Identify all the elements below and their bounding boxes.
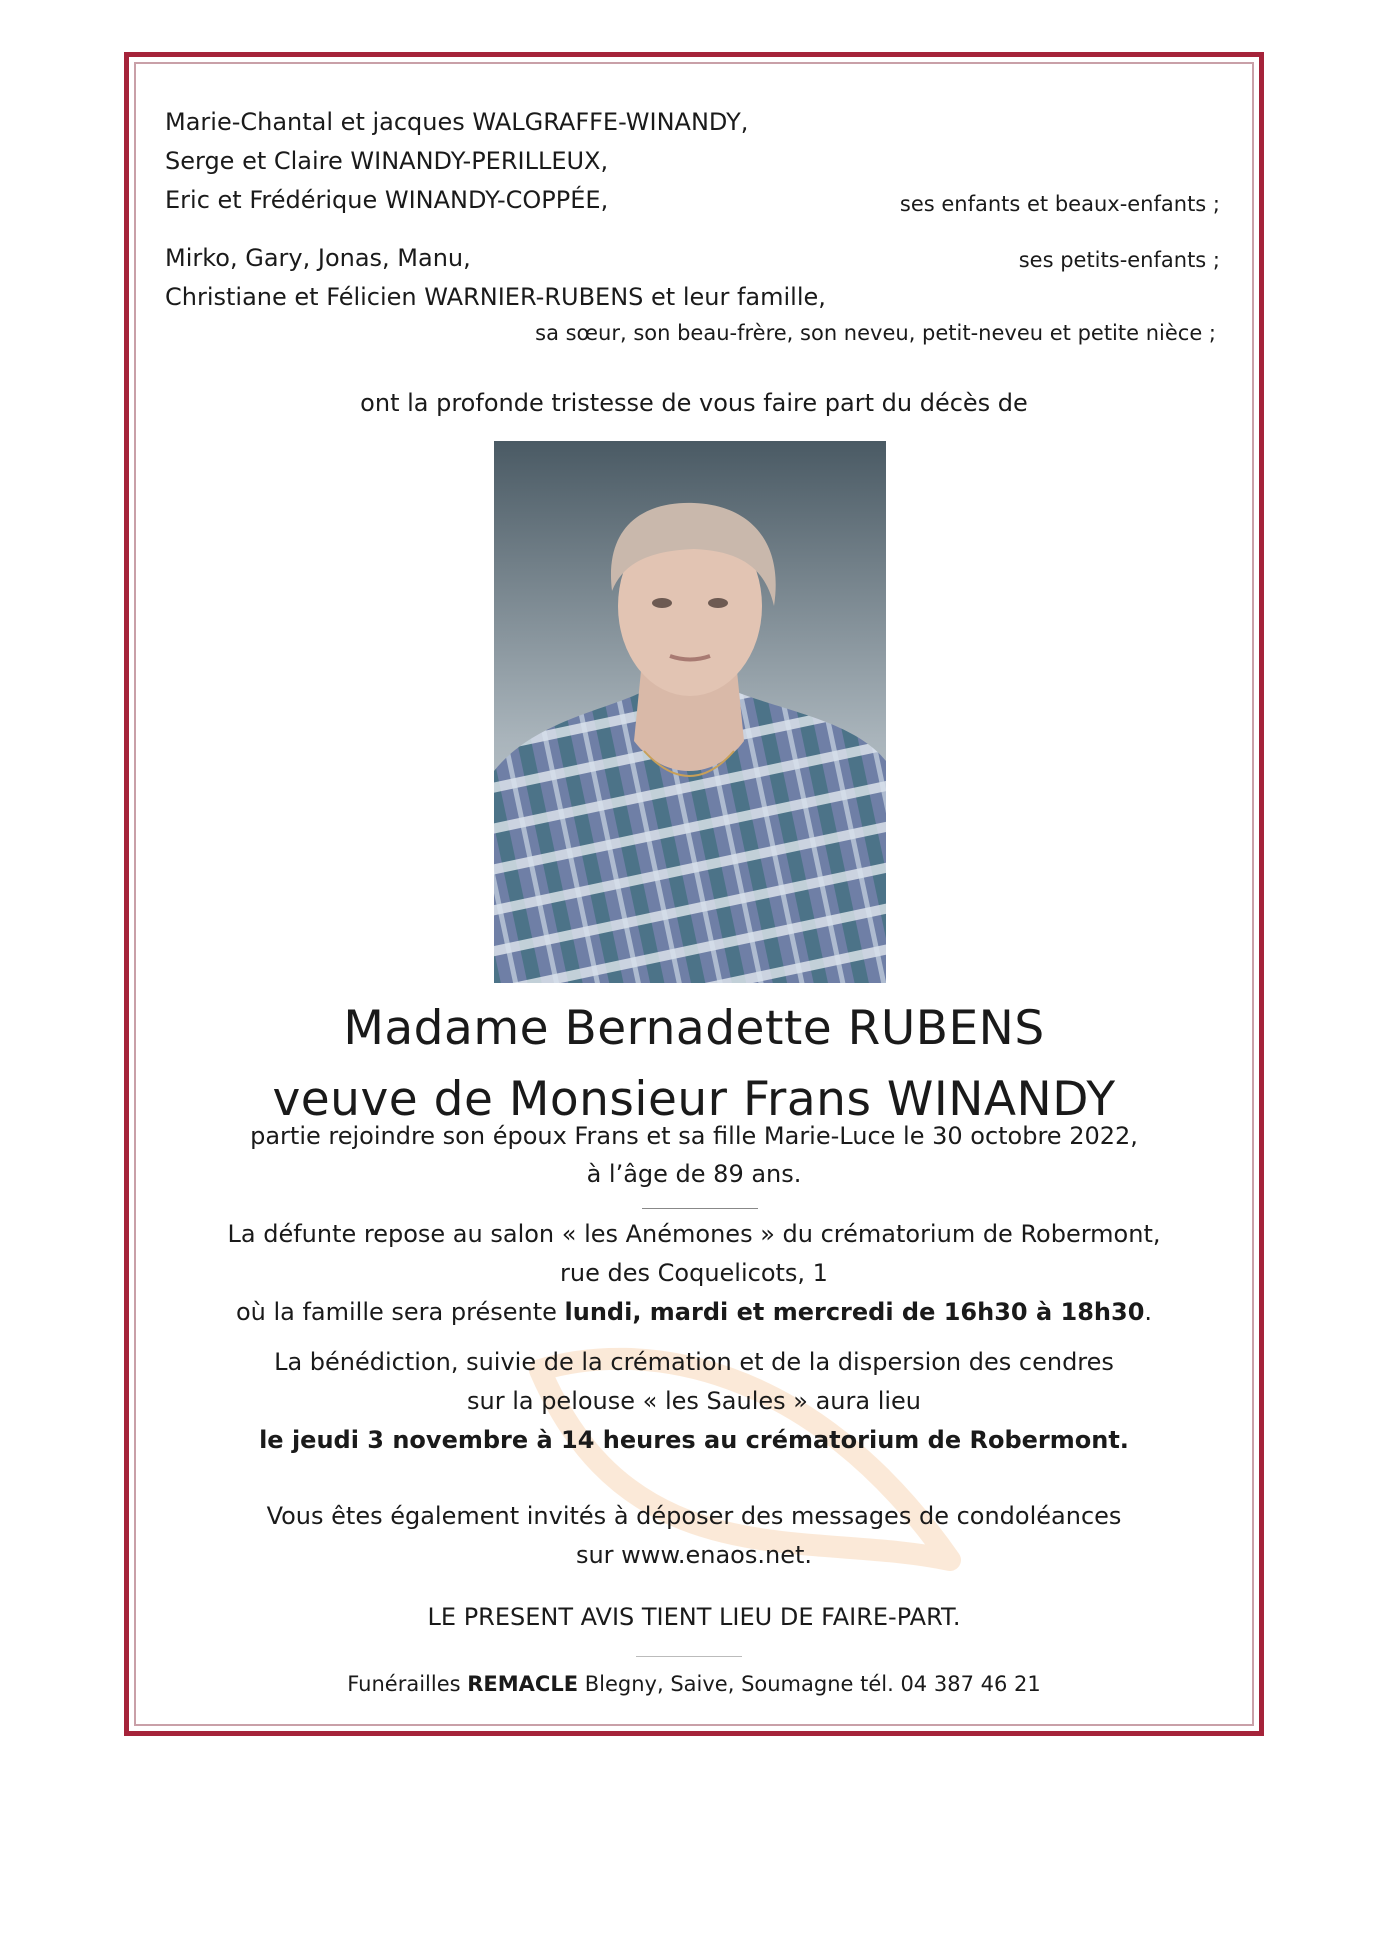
ceremony-line-1: La bénédiction, suivie de la crémation et de la dispersion des cendres — [274, 1348, 1114, 1376]
visitation-times: lundi, mardi et mercredi de 16h30 à 18h30 — [564, 1298, 1145, 1326]
sister-family: Christiane et Félicien WARNIER-RUBENS et leur famille, — [165, 283, 826, 311]
condolences-line-1: Vous êtes également invités à déposer des messages de condoléances — [266, 1502, 1122, 1530]
family-child-1: Marie-Chantal et jacques WALGRAFFE-WINANDY, — [165, 108, 749, 136]
condolences-line-2: sur www.enaos.net. — [575, 1541, 813, 1569]
death-details-1: partie rejoindre son époux Frans et sa fille Marie-Luce le 30 octobre 2022, — [250, 1122, 1138, 1150]
visitation-line-2: rue des Coquelicots, 1 — [560, 1259, 828, 1287]
intro-text: ont la profonde tristesse de vous faire part du décès de — [360, 389, 1028, 417]
visitation-line-1: La défunte repose au salon « les Anémones » du crématorium de Robermont, — [227, 1220, 1161, 1248]
death-details-2: à l’âge de 89 ans. — [586, 1160, 802, 1188]
sister-role: sa sœur, son beau-frère, son neveu, petit-neveu et petite nièce ; — [535, 321, 1216, 345]
faire-part-notice: LE PRESENT AVIS TIENT LIEU DE FAIRE-PART. — [427, 1603, 961, 1631]
separator-rule — [642, 1208, 758, 1209]
family-child-2: Serge et Claire WINANDY-PERILLEUX, — [165, 147, 609, 175]
ceremony-line-2: sur la pelouse « les Saules » aura lieu — [466, 1387, 922, 1415]
children-role: ses enfants et beaux-enfants ; — [899, 192, 1220, 216]
funeral-home-name: REMACLE — [467, 1672, 579, 1696]
ceremony-line-3: le jeudi 3 novembre à 14 heures au crématorium de Robermont. — [259, 1426, 1129, 1454]
footer-separator — [636, 1656, 742, 1657]
portrait-photo — [494, 441, 886, 983]
funeral-home-footer: Funérailles REMACLE Blegny, Saive, Soumagne tél. 04 387 46 21 — [347, 1672, 1041, 1696]
deceased-name: Madame Bernadette RUBENS — [343, 1001, 1045, 1056]
family-child-3: Eric et Frédérique WINANDY-COPPÉE, — [165, 186, 609, 214]
grandchildren-role: ses petits-enfants ; — [1018, 248, 1220, 272]
visitation-line-3: où la famille sera présente lundi, mardi et mercredi de 16h30 à 18h30. — [235, 1298, 1153, 1326]
grandchildren: Mirko, Gary, Jonas, Manu, — [165, 244, 471, 272]
widow-of: veuve de Monsieur Frans WINANDY — [272, 1072, 1116, 1127]
